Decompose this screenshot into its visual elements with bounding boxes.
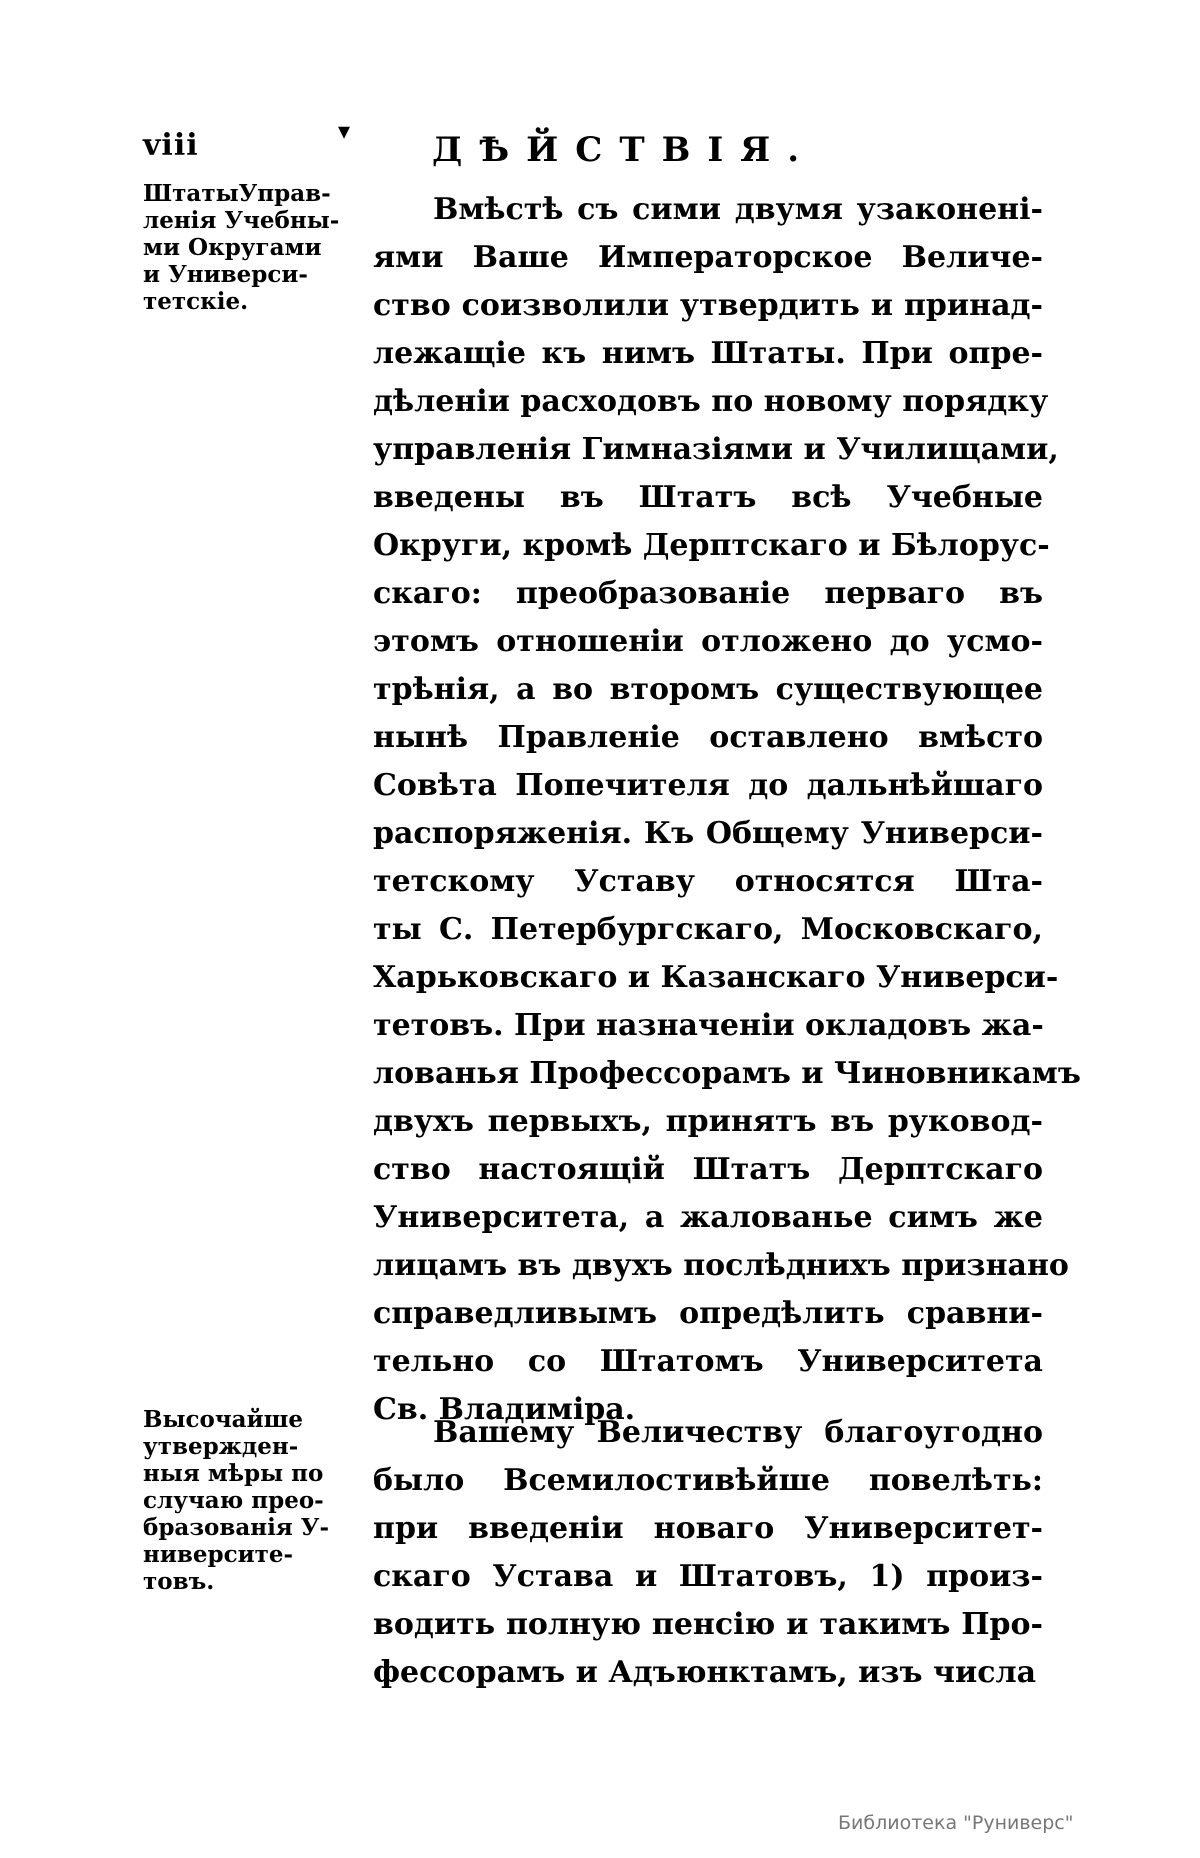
text-line: дѣленіи расходовъ по новому порядку (373, 384, 1049, 419)
text-line: тельно со Штатомъ Университета (373, 1344, 1043, 1379)
text-line: справедливымъ опредѣлить сравни- (373, 1296, 1043, 1331)
margin-note-line: ленія Учебны- (143, 207, 340, 234)
text-line: при введеніи новаго Университет- (373, 1511, 1043, 1546)
text-line: двухъ первыхъ, принятъ въ руковод- (373, 1104, 1043, 1139)
margin-note-line: товъ. (143, 1568, 215, 1595)
text-line: лежащіе къ нимъ Штаты. При опре- (373, 336, 1043, 371)
page-title: ДѢЙСТВІЯ. (432, 130, 817, 170)
text-line: управленія Гимназіями и Училищами, (373, 432, 1059, 467)
text-line: трѣнія, а во второмъ существующее (373, 672, 1043, 707)
text-line: ты С. Петербургскаго, Московскаго, (373, 912, 1043, 947)
text-line: ство соизволили утвердить и принад- (373, 288, 1043, 323)
text-line: Совѣта Попечителя до дальнѣйшаго (373, 768, 1043, 803)
header-mark: ▾ (338, 116, 351, 145)
margin-note-staff (143, 180, 365, 315)
paragraph-staff (373, 186, 1081, 1434)
text-line: тетскому Уставу относятся Шта- (373, 864, 1043, 899)
text-line: ство настоящій Штатъ Дерптскаго (373, 1152, 1043, 1187)
text-line: введены въ Штатъ всѣ Учебные (373, 480, 1043, 515)
margin-note-line: бразованія У- (143, 1514, 330, 1541)
text-line: Университета, а жалованье симъ же (373, 1200, 1043, 1235)
margin-note-line: Высочайше (143, 1406, 303, 1433)
page-number: viii (143, 128, 199, 163)
text-line: ями Ваше Императорское Величе- (373, 240, 1043, 275)
margin-note-line: ныя мѣры по (143, 1460, 324, 1487)
text-line: водить полную пенсію и такимъ Про- (373, 1607, 1043, 1642)
text-line: Вашему Величеству благоугодно (433, 1415, 1043, 1450)
text-line: скаго Устава и Штатовъ, 1) произ- (373, 1559, 1043, 1594)
text-line: Округи, кромѣ Дерптскаго и Бѣлорус- (373, 528, 1050, 563)
text-line: Харьковскаго и Казанскаго Универси- (373, 960, 1059, 995)
text-line: Св. Владиміра. (373, 1392, 636, 1427)
text-line: Вмѣстѣ съ сими двумя узаконені- (433, 192, 1043, 227)
text-line: фессорамъ и Адъюнктамъ, изъ числа (373, 1655, 1037, 1690)
text-line: было Всемилостивѣйше повелѣть: (373, 1463, 1043, 1498)
paragraph-measures (373, 1409, 1043, 1697)
margin-note-line: ниверсите- (143, 1541, 294, 1568)
margin-note-line: ШтатыУправ- (143, 180, 331, 207)
text-line: этомъ отношеніи отложено до усмо- (373, 624, 1043, 659)
text-line: скаго: преобразованіе перваго въ (373, 576, 1043, 611)
library-watermark: Библиотека "Руниверс" (838, 1812, 1074, 1834)
margin-note-line: ми Округами (143, 234, 322, 261)
text-line: тетовъ. При назначеніи окладовъ жа- (373, 1008, 1044, 1043)
text-line: лицамъ въ двухъ послѣднихъ признано (373, 1248, 1069, 1283)
text-line: нынѣ Правленіе оставлено вмѣсто (373, 720, 1043, 755)
margin-note-measures (143, 1406, 365, 1595)
margin-note-line: тетскіе. (143, 288, 249, 315)
margin-note-line: и Универси- (143, 261, 308, 288)
margin-note-line: случаю прео- (143, 1487, 324, 1514)
text-line: лованья Профессорамъ и Чиновникамъ (373, 1056, 1081, 1091)
text-line: распоряженія. Къ Общему Универси- (373, 816, 1043, 851)
margin-note-line: утвержден- (143, 1433, 299, 1460)
